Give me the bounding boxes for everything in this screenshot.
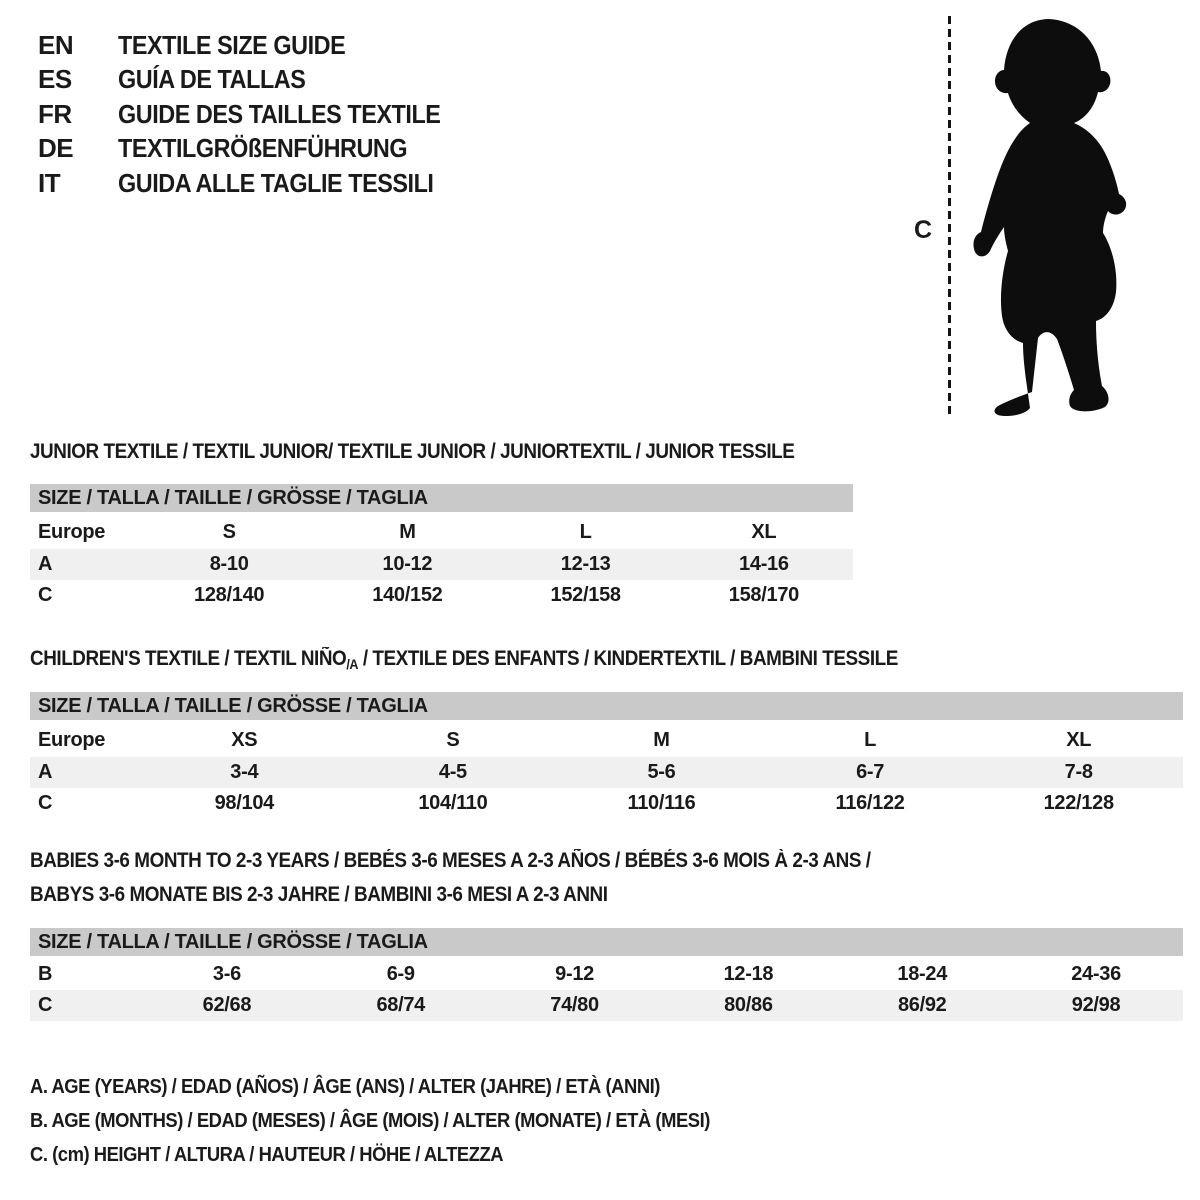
children-heading-text: CHILDREN'S TEXTILE / TEXTIL NIÑO <box>30 647 347 670</box>
language-title-list <box>38 28 476 201</box>
height-cell: 128/140 <box>194 584 265 606</box>
guide-title-fr: GUIDE DES TAILLES TEXTILE <box>118 98 441 129</box>
age-cell: 12-13 <box>560 553 611 575</box>
babies-size-table <box>30 928 1183 1021</box>
language-row-fr <box>38 97 476 132</box>
months-cell: 18-24 <box>897 963 948 985</box>
height-cell: 68/74 <box>376 994 426 1016</box>
size-cell: L <box>864 728 877 751</box>
language-row-de <box>38 132 476 167</box>
months-cell: 9-12 <box>555 963 594 985</box>
age-cell: 3-4 <box>230 761 259 783</box>
children-heading-text: / TEXTILE DES ENFANTS / KINDERTEXTIL / BAMBINI TESSILE <box>358 647 898 670</box>
guide-title-it: GUIDA ALLE TAGLIE TESSILI <box>118 167 434 198</box>
height-cell: 140/152 <box>372 584 443 606</box>
table-row-age <box>30 757 1183 788</box>
table-row-height <box>30 580 853 611</box>
size-header-bar: SIZE / TALLA / TAILLE / GRÖSSE / TAGLIA <box>30 692 1183 720</box>
row-label: B <box>38 963 53 985</box>
size-cell: M <box>653 728 670 751</box>
height-measure-label: C <box>914 216 933 244</box>
babies-section-heading <box>30 844 871 912</box>
months-cell: 12-18 <box>723 963 774 985</box>
size-cell: S <box>222 520 236 543</box>
children-section-heading <box>30 642 898 681</box>
size-header-bar: SIZE / TALLA / TAILLE / GRÖSSE / TAGLIA <box>30 484 853 512</box>
age-cell: 4-5 <box>438 761 467 783</box>
size-cell: M <box>399 520 416 543</box>
row-label: Europe <box>38 520 106 543</box>
guide-title-es: GUÍA DE TALLAS <box>118 64 306 95</box>
table-row-europe <box>30 723 1183 757</box>
size-cell: XL <box>751 520 777 543</box>
height-cell: 104/110 <box>418 792 488 814</box>
guide-title-en: TEXTILE SIZE GUIDE <box>118 29 346 60</box>
table-row-europe <box>30 515 853 549</box>
language-row-it <box>38 166 476 201</box>
size-header-bar: SIZE / TALLA / TAILLE / GRÖSSE / TAGLIA <box>30 928 1183 956</box>
table-row-height <box>30 788 1183 819</box>
months-cell: 6-9 <box>386 963 415 985</box>
age-cell: 6-7 <box>856 761 885 783</box>
age-cell: 10-12 <box>382 553 433 575</box>
height-measure-dashed-line <box>948 16 951 416</box>
height-cell: 116/122 <box>835 792 905 814</box>
babies-heading-line2: BABYS 3-6 MONATE BIS 2-3 JAHRE / BAMBINI 3-6 MESI A 2-3 ANNI <box>30 883 608 906</box>
months-cell: 24-36 <box>1071 963 1121 985</box>
babies-heading-line1: BABIES 3-6 MONTH TO 2-3 YEARS / BEBÉS 3-6 MESES A 2-3 AÑOS / BÉBÉS 3-6 MOIS À 2-3 ANS / <box>30 849 871 872</box>
height-cell: 80/86 <box>724 994 773 1016</box>
size-cell: S <box>446 728 460 751</box>
row-label: Europe <box>38 728 106 751</box>
row-label: C <box>38 994 53 1016</box>
height-cell: 98/104 <box>214 792 274 814</box>
height-cell: 62/68 <box>202 994 252 1016</box>
row-label: A <box>38 553 53 575</box>
height-cell: 122/128 <box>1043 792 1114 814</box>
language-row-es <box>38 63 476 98</box>
height-cell: 152/158 <box>550 584 621 606</box>
age-cell: 14-16 <box>739 553 789 575</box>
height-cell: 74/80 <box>550 994 599 1016</box>
months-cell: 3-6 <box>212 963 241 985</box>
children-size-table <box>30 692 1183 819</box>
age-cell: 5-6 <box>647 761 676 783</box>
language-code: EN <box>38 29 74 60</box>
language-code: FR <box>38 98 72 129</box>
junior-size-table <box>30 484 853 611</box>
language-code: ES <box>38 64 72 95</box>
height-cell: 158/170 <box>728 584 799 606</box>
junior-section-heading: JUNIOR TEXTILE / TEXTIL JUNIOR/ TEXTILE JUNIOR / JUNIORTEXTIL / JUNIOR TESSILE <box>30 440 795 463</box>
age-cell: 7-8 <box>1064 761 1093 783</box>
language-code: DE <box>38 133 74 164</box>
row-label: C <box>38 792 53 814</box>
age-cell: 8-10 <box>209 553 249 575</box>
legend-age-months: B. AGE (MONTHS) / EDAD (MESES) / ÂGE (MOIS) / ALTER (MONATE) / ETÀ (MESI) <box>30 1110 710 1132</box>
language-row-en <box>38 28 476 63</box>
language-code: IT <box>38 167 61 198</box>
table-row-height <box>30 990 1183 1021</box>
size-cell: XL <box>1066 728 1092 751</box>
height-cell: 86/92 <box>897 994 947 1016</box>
legend-age-years: A. AGE (YEARS) / EDAD (AÑOS) / ÂGE (ANS) / ALTER (JAHRE) / ETÀ (ANNI) <box>30 1076 660 1098</box>
row-label: A <box>38 761 53 783</box>
measurement-legend <box>30 1070 769 1172</box>
table-row-age <box>30 549 853 580</box>
children-heading-subscript: /A <box>346 656 359 672</box>
size-cell: L <box>579 520 592 543</box>
row-label: C <box>38 584 53 606</box>
height-cell: 92/98 <box>1071 994 1121 1016</box>
legend-height-cm: C. (cm) HEIGHT / ALTURA / HAUTEUR / HÖHE / ALTEZZA <box>30 1144 504 1166</box>
height-cell: 110/116 <box>627 792 696 814</box>
table-row-months <box>30 959 1183 990</box>
toddler-silhouette-image <box>962 13 1140 417</box>
size-cell: XS <box>231 728 258 751</box>
guide-title-de: TEXTILGRÖßENFÜHRUNG <box>118 133 408 164</box>
